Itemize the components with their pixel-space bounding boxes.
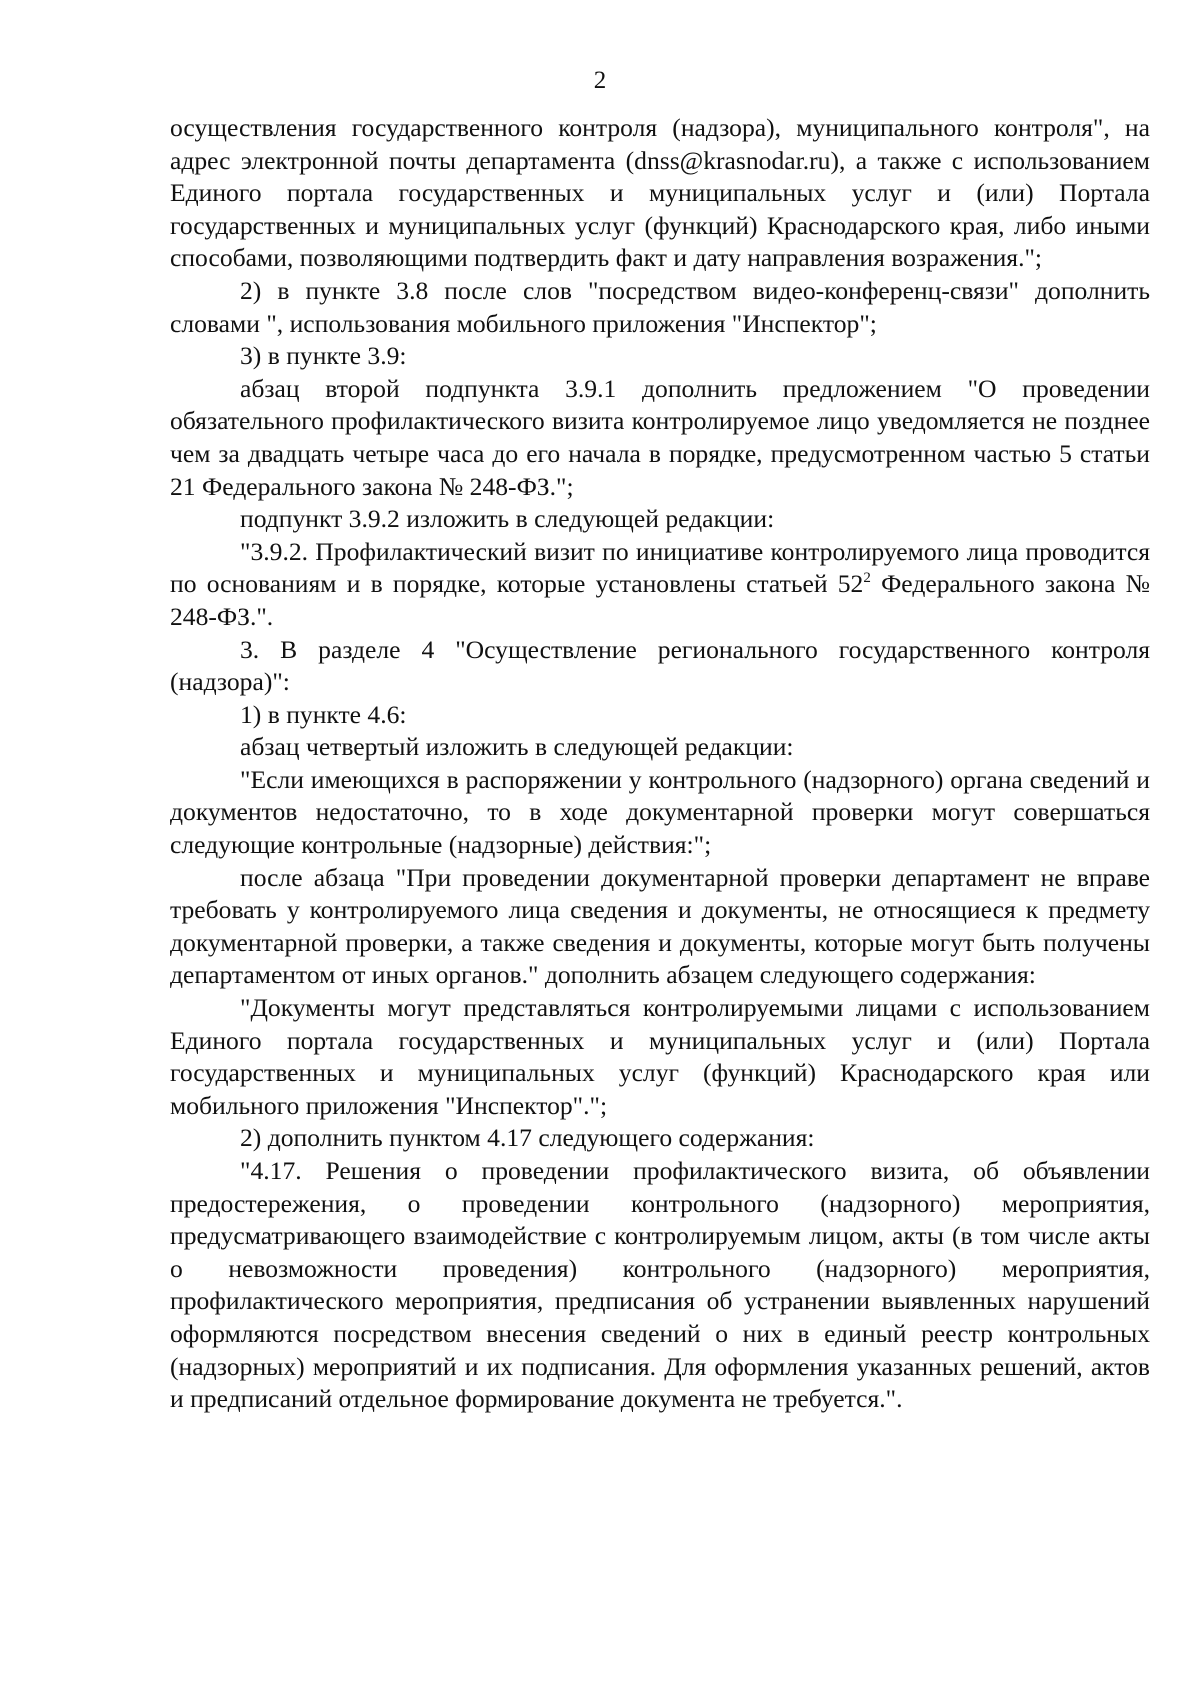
paragraph-item-4-17-text: "4.17. Решения о проведении профилактического визита, об объявлении предостережения, о проведении контрольного (надзорного) мероприятия, предусматривающего взаимодействие с контролируемым лицом, акты (в том числе акты о невозможности проведения) контрольного (надзорного) мероприятия, профилактического мероприятия, предписания об устранении выявленных нарушений оформляются посредством внесения сведений о них в единый реестр контрольных (надзорных) мероприятий и их подписания. Для оформления указанных решений, актов и предписаний отдельное формирование документа не требуется.". <box>170 1156 1150 1414</box>
paragraph-fourth-abzats-text: "Если имеющихся в распоряжении у контрольного (надзорного) органа сведений и документов недостаточно, то в ходе документарной проверки могут совершаться следующие контрольные (надзорные) действия:"; <box>170 764 1150 860</box>
paragraph-objection-continuation: осуществления государственного контроля (надзора), муниципального контроля", на адрес электронной почты департамента (dnss@krasnodar.ru), а также с использованием Единого портала государственных и муниципальных услуг и (или) Портала государственных и муниципальных услуг (функций) Краснодарского края, либо иными способами, позволяющими подтвердить факт и дату направления возражения."; <box>170 113 1150 273</box>
page-number: 2 <box>593 67 607 94</box>
paragraph-section-4-heading: 3. В разделе 4 "Осуществление регионального государственного контроля (надзора)": <box>170 634 1150 697</box>
paragraph-item-3-9-heading: 3) в пункте 3.9: <box>240 341 407 371</box>
paragraph-fourth-abzats-intro: абзац четвертый изложить в следующей редакции: <box>240 732 794 762</box>
paragraph-item-3-8: 2) в пункте 3.8 после слов "посредством видео-конференц-связи" дополнить словами ", использования мобильного приложения "Инспектор"; <box>170 275 1150 338</box>
paragraph-subitem-3-9-2-text-start: "3.9.2. Профилактический визит по инициативе контролируемого лица проводится по основаниям и в порядке, которые установлены статьей 52 <box>170 536 1150 599</box>
document-body <box>170 112 1150 1416</box>
paragraph-subitem-3-9-2-intro: подпункт 3.9.2 изложить в следующей редакции: <box>240 504 775 534</box>
paragraph-subitem-3-9-1: абзац второй подпункта 3.9.1 дополнить предложением "О проведении обязательного профилактического визита контролируемое лицо уведомляется не позднее чем за двадцать четыре часа до его начала в порядке, предусмотренном частью 5 статьи 21 Федерального закона № 248-ФЗ."; <box>170 373 1150 501</box>
paragraph-subitem-3-9-2-text-end: Федерального закона № 248-ФЗ.". <box>170 569 1150 631</box>
article-superscript: 2 <box>863 570 871 587</box>
paragraph-documents-text: "Документы могут представляться контролируемыми лицами с использованием Единого портала государственных и муниципальных услуг и (или) Портала государственных и муниципальных услуг (функций) Краснодарского края или мобильного приложения "Инспектор"."; <box>170 993 1150 1120</box>
paragraph-item-4-17-intro: 2) дополнить пунктом 4.17 следующего содержания: <box>240 1123 815 1153</box>
paragraph-subitem-3-9-2-text <box>170 536 1150 634</box>
paragraph-after-abzats-intro: после абзаца "При проведении документарной проверки департамент не вправе требовать у контролируемого лица сведения и документы, не относящиеся к предмету документарной проверки, а также сведения и документы, которые могут быть получены департаментом от иных органов." дополнить абзацем следующего содержания: <box>170 862 1150 990</box>
paragraph-item-4-6-heading: 1) в пункте 4.6: <box>240 699 407 729</box>
